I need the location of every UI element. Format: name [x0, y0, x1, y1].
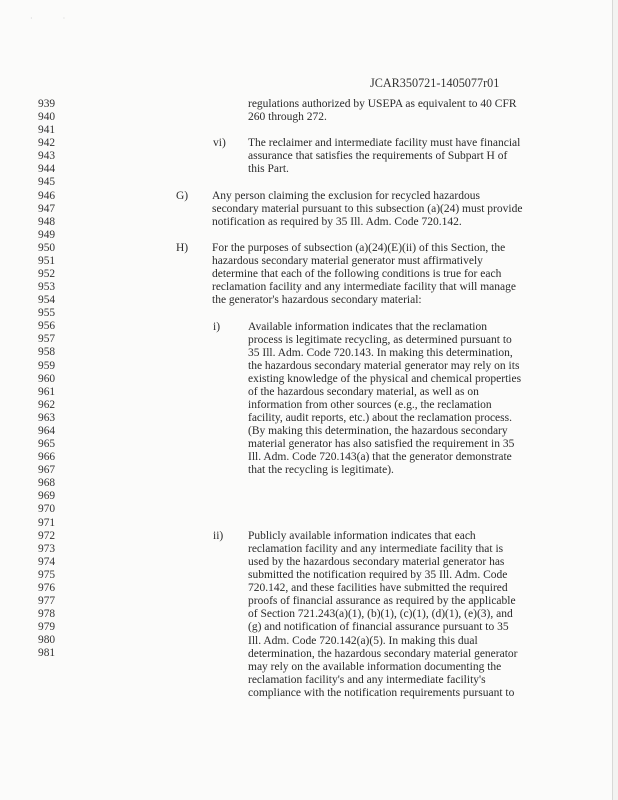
line-number: 939	[38, 98, 56, 110]
continuation-paragraph	[248, 98, 517, 124]
text-line: determination, the hazardous secondary material generator	[248, 647, 518, 660]
line-number-column	[38, 98, 78, 660]
text-line: information from other sources (e.g., the reclamation	[248, 398, 492, 411]
line-number: 956	[38, 320, 56, 333]
text-line: Any person claiming the exclusion for recycled hazardous	[212, 189, 480, 202]
line-number: 967	[38, 464, 56, 477]
line-number: 943	[38, 150, 56, 163]
text-line: this Part.	[248, 163, 289, 176]
paragraph-vi	[248, 137, 520, 176]
text-line: facility, audit reports, etc.) about the reclamation process.	[248, 412, 512, 425]
line-number: 944	[38, 163, 56, 176]
paragraph-H	[212, 242, 516, 307]
item-marker-vi: vi)	[213, 137, 226, 150]
text-line: material generator has also satisfied the requirement in 35	[248, 438, 515, 451]
document-id: JCAR350721-1405077r01	[370, 76, 500, 90]
line-number: 965	[38, 438, 56, 451]
line-number: 975	[38, 568, 56, 581]
text-line: 260 through 272.	[248, 111, 327, 124]
text-line: 35 Ill. Adm. Code 720.143. In making this determination,	[248, 346, 513, 359]
text-line: hazardous secondary material generator must affirmatively	[212, 255, 483, 268]
text-line: regulations authorized by USEPA as equivalent to 40 CFR	[248, 98, 517, 110]
text-line: process is legitimate recycling, as determined pursuant to	[248, 333, 512, 346]
line-number: 954	[38, 294, 56, 307]
line-number: 966	[38, 451, 56, 464]
text-line: Publicly available information indicates that each	[248, 529, 476, 542]
line-number: 953	[38, 281, 56, 294]
text-line: that the recycling is legitimate).	[248, 464, 394, 477]
text-line: may rely on the available information documenting the	[248, 660, 502, 673]
paragraph-i	[248, 321, 521, 478]
line-number: 940	[38, 111, 56, 124]
item-marker-H: H)	[176, 242, 189, 254]
text-line: The reclaimer and intermediate facility must have financial	[248, 137, 521, 150]
text-line: submitted the notification required by 35 Ill. Adm. Code	[248, 569, 508, 582]
line-number: 979	[38, 621, 56, 634]
line-number: 951	[38, 254, 56, 267]
line-number: 980	[38, 634, 56, 647]
line-number: 952	[38, 268, 56, 281]
text-line: Ill. Adm. Code 720.143(a) that the generator demonstrate	[248, 451, 512, 464]
text-line: proofs of financial assurance as required by the applicable	[248, 595, 516, 608]
paragraph-G	[212, 190, 522, 229]
text-line: secondary material pursuant to this subsection (a)(24) must provide	[212, 202, 523, 215]
line-number: 962	[38, 398, 56, 411]
text-line: assurance that satisfies the requirements of Subpart H of	[248, 150, 508, 163]
line-number: 960	[38, 372, 56, 385]
text-line: determine that each of the following conditions is true for each	[212, 268, 502, 281]
line-number: 942	[38, 137, 56, 150]
text-line: Ill. Adm. Code 720.142(a)(5). In making this dual	[248, 634, 478, 647]
item-marker-i: i)	[213, 320, 221, 333]
text-line: of Section 721.243(a)(1), (b)(1), (c)(1), (d)(1), (e)(3), and	[248, 608, 513, 621]
line-number: 945	[38, 176, 56, 189]
text-line: of the hazardous secondary material, as well as on	[248, 385, 479, 398]
text-line: the hazardous secondary material generator may rely on its	[248, 359, 520, 372]
line-number: 972	[38, 529, 56, 542]
line-number: 969	[38, 490, 56, 503]
line-number: 948	[38, 215, 56, 228]
text-line: existing knowledge of the physical and chemical properties	[248, 372, 522, 385]
line-number: 973	[38, 542, 56, 555]
text-line: used by the hazardous secondary material generator has	[248, 556, 505, 569]
line-number: 957	[38, 333, 56, 346]
line-number: 970	[38, 503, 56, 516]
line-number: 976	[38, 581, 56, 594]
text-line: notification as required by 35 Ill. Adm. Code 720.142.	[212, 215, 462, 228]
scan-artifact: · ·	[30, 14, 80, 23]
line-number: 971	[38, 516, 56, 529]
line-number: 958	[38, 346, 56, 359]
line-number: 978	[38, 608, 56, 621]
line-number: 963	[38, 411, 56, 424]
line-number: 946	[38, 189, 56, 202]
line-number: 950	[38, 241, 56, 254]
text-line: (By making this determination, the hazardous secondary	[248, 425, 508, 438]
text-line: reclamation facility and any intermediate facility that is	[248, 542, 504, 555]
line-number: 955	[38, 307, 56, 320]
line-number: 961	[38, 385, 56, 398]
line-number: 949	[38, 228, 56, 241]
line-number: 959	[38, 359, 56, 372]
text-line: the generator's hazardous secondary material:	[212, 294, 422, 307]
text-line: reclamation facility and any intermediate facility that will manage	[212, 281, 516, 294]
line-number: 974	[38, 555, 56, 568]
line-number: 977	[38, 594, 56, 607]
item-marker-ii: ii)	[213, 529, 224, 542]
item-marker-G: G)	[176, 189, 189, 202]
line-number: 981	[38, 647, 56, 660]
line-number: 968	[38, 477, 56, 490]
line-number: 947	[38, 202, 56, 215]
text-line: For the purposes of subsection (a)(24)(E)(ii) of this Section, the	[212, 242, 506, 254]
line-number: 941	[38, 124, 56, 137]
text-line: compliance with the notification requirements pursuant to	[248, 686, 515, 699]
text-line: (g) and notification of financial assurance pursuant to 35	[248, 621, 509, 634]
line-number: 964	[38, 424, 56, 437]
text-line: reclamation facility's and any intermediate facility's	[248, 673, 486, 686]
text-line: 720.142, and these facilities have submitted the required	[248, 582, 508, 595]
paragraph-ii	[248, 530, 518, 700]
text-line: Available information indicates that the reclamation	[248, 320, 487, 333]
